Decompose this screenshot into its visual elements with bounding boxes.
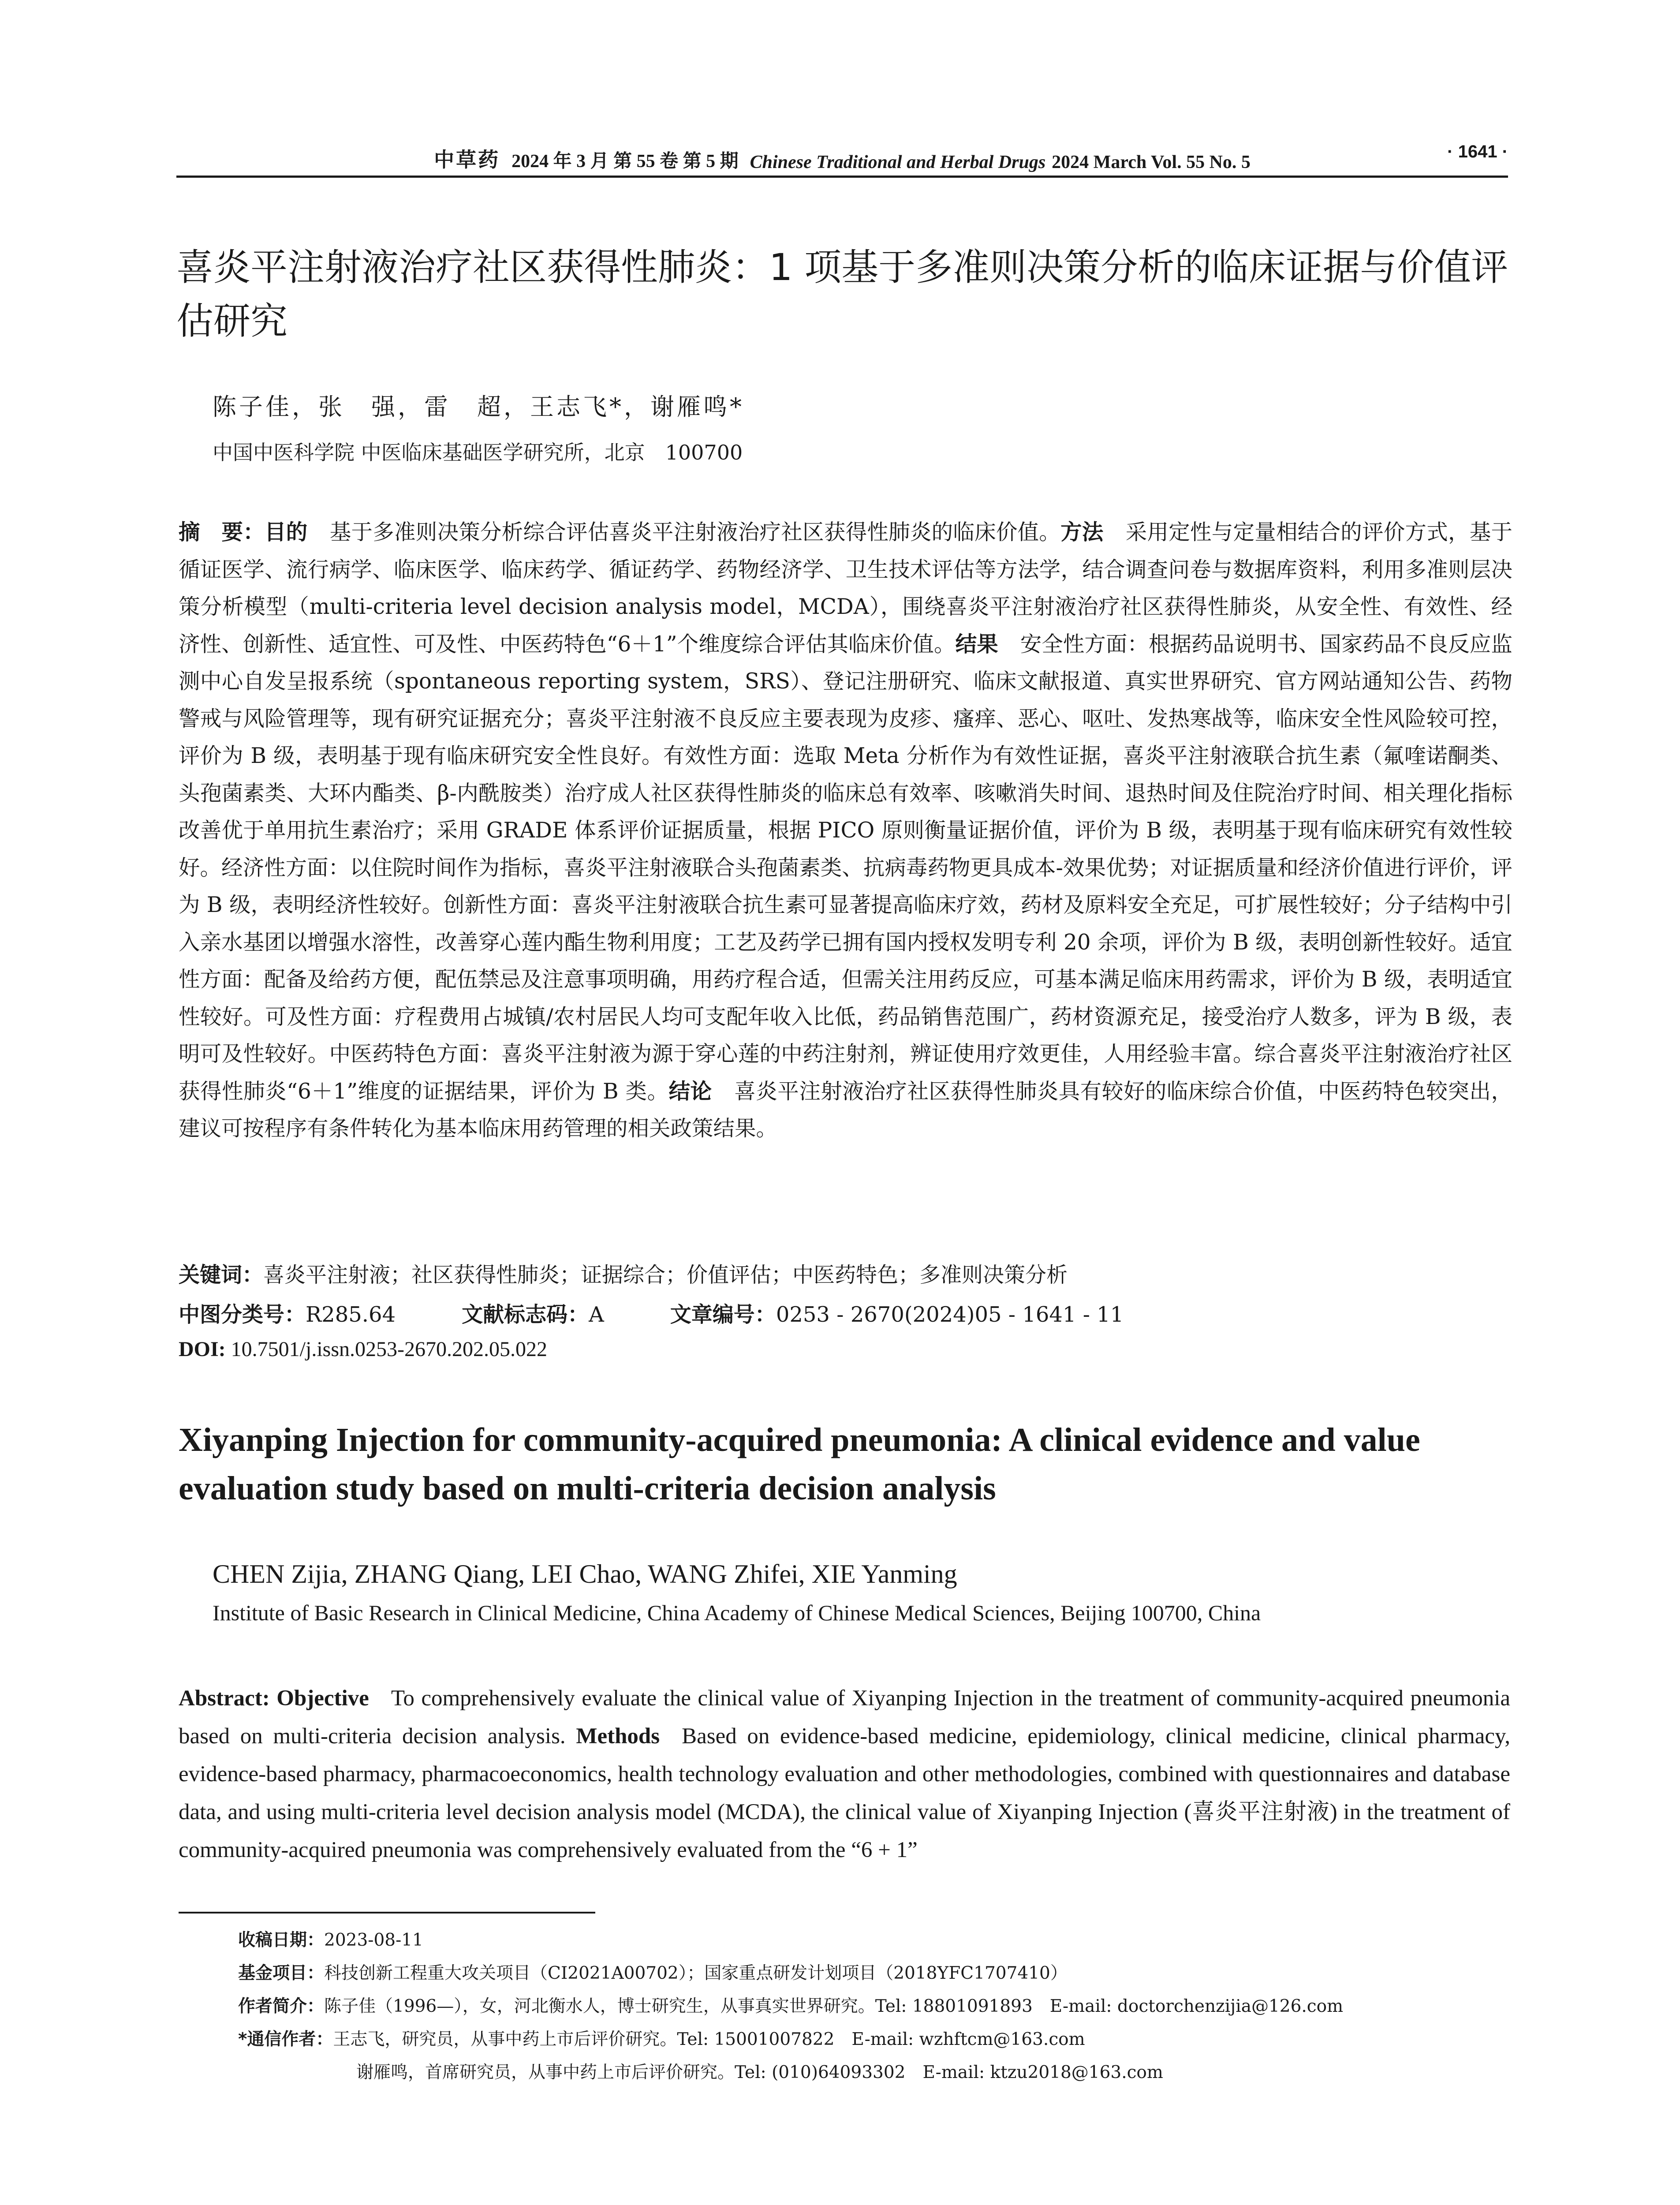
methods-label: 方法 (1060, 520, 1104, 545)
running-header (176, 142, 1508, 173)
objective-label: 目的 (264, 520, 308, 545)
classification-row (179, 1297, 1124, 1328)
title-en: Xiyanping Injection for community-acquired pneumonia: A clinical evidence and value evaluation study based on multi-criteria decision analysis (179, 1421, 1420, 1507)
footnote-rule (179, 1912, 595, 1913)
article-number-value: 0253 - 2670(2024)05 - 1641 - 11 (776, 1302, 1124, 1327)
doc-code-value: A (589, 1302, 604, 1327)
journal-name-en: Chinese Traditional and Herbal Drugs (750, 152, 1046, 172)
results-text: 安全性方面：根据药品说明书、国家药品不良反应监测中心自发呈报系统（spontaneous reporting system，SRS）、登记注册研究、临床文献报道、真实世界研究、官方网站通知公告、药物警戒与风险管理等，现有研究证据充分；喜炎平注射液不良反应主要表现为皮疹、瘙痒、恶心、呕吐、发热寒战等，临床安全性风险较可控，评价为 B 级，表明基于现有临床研究安全性良好。有效性方面：选取 Meta 分析作为有效性证据，喜炎平注射液联合抗生素（氟喹诺酮类、头孢菌素类、大环内酯类、β-内酰胺类）治疗成人社区获得性肺炎的临床总有效率、咳嗽消失时间、退热时间及住院治疗时间、相关理化指标改善优于单用抗生素治疗；采用 GRADE 体系评价证据质量，根据 PICO 原则衡量证据价值，评价为 B 级，表明基于现有临床研究有效性较好。经济性方面：以住院时间作为指标，喜炎平注射液联合头孢菌素类、抗病毒药物更具成本-效果优势；对证据质量和经济价值进行评价，评为 B 级，表明经济性较好。创新性方面：喜炎平注射液联合抗生素可显著提高临床疗效，药材及原料安全充足，可扩展性较好；分子结构中引入亲水基团以增强水溶性，改善穿心莲内酯生物利用度；工艺及药学已拥有国内授权发明专利 20 余项，评价为 B 级，表明创新性较好。适宜性方面：配备及给药方便，配伍禁忌及注意事项明确，用药疗程合适，但需关注用药反应，可基本满足临床用药需求，评价为 B 级，表明适宜性较好。可及性方面：疗程费用占城镇/农村居民人均可支配年收入比低，药品销售范围广，药材资源充足，接受治疗人数多，评为 B 级，表明可及性较好。中医药特色方面：喜炎平注射液为源于穿心莲的中药注射剂，辨证使用疗效更佳，人用经验丰富。综合喜炎平注射液治疗社区获得性肺炎“6＋1”维度的证据结果，评价为 B 类。 (179, 632, 1512, 1104)
conclusion-text: 喜炎平注射液治疗社区获得性肺炎具有较好的临床综合价值，中医药特色较突出，建议可按程序有条件转化为基本临床用药管理的相关政策结果。 (179, 1079, 1512, 1141)
abstract-en-label: Abstract: Objective (179, 1686, 369, 1711)
doi-value[interactable]: 10.7501/j.issn.0253-2670.202.05.022 (231, 1338, 548, 1361)
methods-text: 采用定性与定量相结合的评价方式，基于循证医学、流行病学、临床医学、临床药学、循证药学、药物经济学、卫生技术评估等方法学，结合调查问卷与数据库资料，利用多准则层决策分析模型（multi-criteria level decision analysis model，MCDA），围绕喜炎平注射液治疗社区获得性肺炎，从安全性、有效性、经济性、创新性、适宜性、可及性、中医药特色“6＋1”个维度综合评估其临床价值。 (179, 520, 1512, 657)
keywords-label: 关键词： (179, 1263, 264, 1287)
received-date: 收稿日期：2023-08-11 (238, 1930, 423, 1950)
methods-en-label: Methods (576, 1724, 660, 1749)
title-cn: 喜炎平注射液治疗社区获得性肺炎：1 项基于多准则决策分析的临床证据与价值评估研究 (176, 246, 1508, 343)
corresponding-author-2: 谢雁鸣，首席研究员，从事中药上市后评价研究。Tel: (010)64093302 E-mail: ktzu2018@163.com (356, 2063, 1163, 2082)
footnotes (238, 1924, 1517, 2089)
author-bio: 作者简介：陈子佳（1996—），女，河北衡水人，博士研究生，从事真实世界研究。Tel: 18801091893 E-mail: doctorchenzijia@126.com (238, 1996, 1344, 2016)
issue-en: 2024 March Vol. 55 No. 5 (1052, 152, 1251, 172)
objective-en-text: To comprehensively evaluate the clinical value of Xiyanping Injection in the treatment of community-acquired pneumonia based on multi-criteria decision analysis. (179, 1686, 1511, 1749)
results-label: 结果 (955, 632, 998, 657)
page-number: · 1641 · (1447, 142, 1508, 161)
doi-label: DOI: (179, 1338, 226, 1361)
authors-cn: 陈子佳，张 强，雷 超，王志飞*，谢雁鸣* (213, 393, 744, 421)
keywords-text: 喜炎平注射液；社区获得性肺炎；证据综合；价值评估；中医药特色；多准则决策分析 (263, 1263, 1068, 1287)
header-rule (176, 176, 1508, 178)
article-number-label: 文章编号： (670, 1302, 776, 1327)
methods-en-text: Based on evidence-based medicine, epidemiology, clinical medicine, clinical pharmacy, evidence-based pharmacy, pharmacoeconomics, health technology evaluation and other methodologies, combined with questionnaires and database data, and using multi-criteria level decision analysis model (MCDA), the clinical value of Xiyanping Injection (喜炎平注射液) in the treatment of community-acquired pneumonia was comprehensively evaluated from the “6 + 1” (179, 1724, 1510, 1862)
doc-code-label: 文献标志码： (462, 1302, 589, 1327)
affiliation-en: Institute of Basic Research in Clinical Medicine, China Academy of Chinese Medical Sciences, Beijing 100700, China (213, 1600, 1261, 1625)
doi (179, 1337, 547, 1361)
affiliation-cn: 中国中医科学院 中医临床基础医学研究所，北京 100700 (213, 441, 743, 464)
keywords (179, 1258, 1068, 1288)
objective-text: 基于多准则决策分析综合评估喜炎平注射液治疗社区获得性肺炎的临床价值。 (329, 520, 1061, 545)
abstract-label: 摘 要： (179, 520, 265, 545)
authors-en: CHEN Zijia, ZHANG Qiang, LEI Chao, WANG Zhifei, XIE Yanming (213, 1559, 957, 1588)
abstract-en (179, 1679, 1510, 1869)
fund-info: 基金项目：科技创新工程重大攻关项目（CI2021A00702）；国家重点研发计划项目（2018YFC1707410） (238, 1963, 1068, 1983)
issue-cn: 2024 年 3 月 第 55 卷 第 5 期 (511, 151, 739, 172)
conclusion-label: 结论 (668, 1079, 712, 1104)
journal-logo: 中草药 (434, 148, 500, 172)
corresponding-author-1: *通信作者：王志飞，研究员，从事中药上市后评价研究。Tel: 15001007822 E-mail: wzhftcm@163.com (238, 2029, 1085, 2049)
clc-label: 中图分类号： (179, 1302, 306, 1327)
abstract-cn (179, 514, 1512, 1147)
clc-value: R285.64 (306, 1302, 396, 1327)
